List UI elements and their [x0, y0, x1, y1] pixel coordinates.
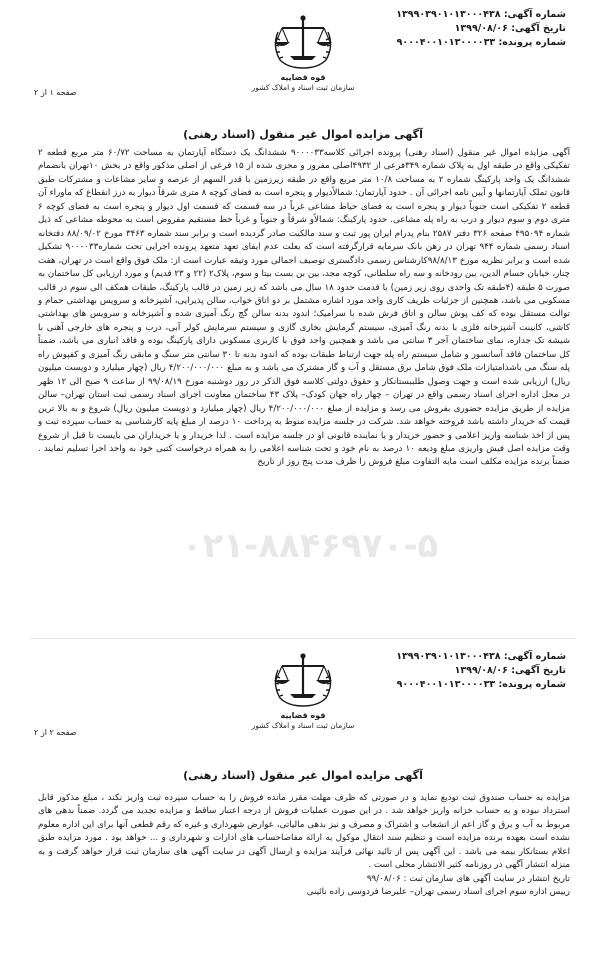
ad-number: شماره آگهی: ۱۳۹۹۰۳۹۰۱۰۱۳۰۰۰۴۳۸	[396, 9, 566, 20]
ad-date: تاریخ آگهی: ۱۳۹۹/۰۸/۰۶	[454, 665, 566, 676]
ad-body	[38, 147, 570, 470]
ad-page-2	[0, 640, 606, 978]
org-name-judiciary: قوه قضاییه	[280, 711, 326, 720]
ad-meta	[396, 8, 566, 50]
ad-body	[38, 792, 570, 900]
file-number: شماره پرونده: ۹۰۰۰۴۰۰۱۰۱۳۰۰۰۰۳۳	[396, 679, 566, 690]
ad-number: شماره آگهی: ۱۳۹۹۰۳۹۰۱۰۱۳۰۰۰۴۳۸	[396, 651, 566, 662]
page-number: صفحه ۲ از ۲	[34, 728, 77, 737]
page-divider	[30, 638, 576, 639]
file-number: شماره پرونده: ۹۰۰۰۴۰۰۱۰۱۳۰۰۰۰۳۳	[396, 37, 566, 48]
org-name-registration: سازمان ثبت اسناد و املاک کشور	[251, 721, 355, 730]
ad-meta	[396, 650, 566, 692]
judiciary-emblem	[243, 650, 363, 730]
ad-date: تاریخ آگهی: ۱۳۹۹/۰۸/۰۶	[454, 23, 566, 34]
scales-of-justice-icon	[268, 650, 338, 710]
signature-line: رییس اداره سوم اجرای اسناد رسمی تهران– علیرضا فردوسی زاده نائینی	[306, 887, 570, 898]
org-name-judiciary: قوه قضاییه	[280, 73, 326, 82]
org-name-registration: سازمان ثبت اسناد و املاک کشور	[251, 83, 355, 92]
scales-of-justice-icon	[268, 12, 338, 72]
judiciary-emblem	[243, 12, 363, 92]
phone-watermark: ۰۲۱-۸۸۴۶۹۷۰-۵	[181, 526, 439, 566]
ad-body-paragraph: آگهی مزایده اموال غیر منقول (اسناد رهنی) پرونده اجرائی کلاسه۹۰۰۰۰۳۳ ششدانگ یک دستگاه آپارتمان به مساحت ۶۰/۷۲ متر مربع قطعه ۲ تفکیکی واقع در طبقه اول به پلاک شماره ۳۴۹فرعی از ۴۹۳۲اصلی مفروز و مجزی شده از ۱۵ فرعی از اصلی مذکور واقع در بخش ۱۰تهران بانضمام ششدانگ یک واحد پارکینگ شماره ۲ به مساحت ۱۰/۸ متر مربع واقع در طبقه زیرزمین با قدر السهم از عرصه و سایر مشاعات و مشترکات طبق قانون تملک آپارتمانها و آیین نامه اجرائی آن . حدود آپارتمان: شمالاًدیوار و پنجره است به فضای کوچه ۸ متری شرقاً دیوار به درز انقطاع که ماوراء آن قطعه ۲ تفکیکی است جنوباً دیوار و پنجره است به فضای حیاط مشاعی غرباً در سه قسمت که قسمت اول دیوار و پنجره است به فضای کوچه ۶ متری دوم و سوم دیوار و درب به راه پله مشاعی. حدود پارکینگ: شمالاًو شرقاً و جنوباً و غرباً خط مستقیم مفروض است به محوطه مشاعی که ذیل شماره ۴۹۵۰۹۴ صفحه ۳۲۶ دفتر ۲۵۸۷ بنام پدرام ایران پور ثبت و سند مالکیت صادر گردیده است و برابر سند شماره ۳۴۶۳ مورخ ۸۸/۰۹/۰۲ دفتخانه اسناد رسمی شماره ۹۴۴ تهران در رهن بانک سرمایه قرارگرفته است که بعلت عدم ایفای تعهد متعهد پرونده اجرایی تحت شماره۹۰۰۰۰۳۳ تشکیل شده است و برابر نظریه مورخ ۹۸/۸/۱۳کارشناس رسمی دادگستری توصیف اجمالی مورد وثیقه عبارت است از: ملک فوق واقع است در تهران، هفت چنار، خیابان حسام الدین، بین رودخانه و سه راه سلطانی، کوچه مجد، بین بن بست بیتا و سوم، پلاک۲ (۲۲ و ۲۳ قدیم) و مورد ارزیابی کل ساختمان به صورت ۵ طبقه (۴طبقه تک واحدی روی زیر زمین) با قدمت حدود ۱۸ سال می باشد که زیر زمین در قالب پارکینگ، طبقات همکف الی سوم در قالب مسکونی می باشد، همچنین از جزئیات ظریف کاری واحد مورد اشاره مشتمل بر دو اتاق خواب، سالن پذیرایی، آشپزخانه و سرویس بهداشتی حمام و توالت مستقل بوده که کف پوش سالن و اتاق فرش شده با سرامیک؛ اندود بدنه سالن گچ رنگ آمیزی شده و آشپزخانه و سرویس های بهداشتی کاشی، کابینت آشپزخانه فلزی با بدنه رنگ آمیزی، سیستم گرمایش بخاری گازی و سیستم سرمایش کولر آبی، درب و پنجره های خارجی آهنی با شیشه تک جداره، نمای ساختمان آجر ۳ سانتی می باشد و همچنین واحد فوق با کاربری مسکونی دارای پارکینگ بوده و فاقد انباری می باشد، ضمناً کل ساختمان فاقد آسانسور و شامل سیستم راه پله جهت ارتباط طبقات بوده که اندود بدنه تا ۳۰ سانتی متر سنگ و مابقی رنگ آمیزی و کفپوش راه پله سنگ می باشدامتیازات ملک فوق شامل برق مستقل و آب و گاز مشترک می باشد و به مبلغ ۴/۲۰۰/۰۰۰/۰۰۰ ریال (چهار میلیارد و دویست میلیون ریال) ارزیابی شده است و جهت وصول طلببستانکار و حقوق دولتی کلاسه فوق الذکر در روز دوشنبه مورخ ۹۹/۰۸/۱۹ از ساعت ۹ صبح الی ۱۲ ظهر در محل اداره اجرای اسناد رسمی واقع در تهران – چهار راه جهان کودک– پلاک ۴۳ ساختمان معاونت اجرای اسناد رسمی ثبت استان تهران– سالن مزایده از طریق مزایده حضوری بفروش می رسد و مزایده از مبلغ ۴/۲۰۰/۰۰۰/۰۰۰ ریال (چهار میلیارد و دویست میلیون ریال) شروع و به بالا ترین قیمت که خریدار داشته باشد فروخته خواهد شد. شرکت در جلسه مزایده منوط به پرداخت ۱۰ درصد از مبلغ پایه کارشناسی به حساب سپرده ثبت و پس از اخذ شناسه واریز اعلامی و حضور خریدار و یا نماینده قانونی او در جلسه مزایده است . لذا خریدار و یا خریداران می بایست تا قبل از شروع وقت مزایده اصل فیش واریزی مبلغ ودیعه ۱۰ درصد به نام خود و تحت شناسه اعلامی را به همراه درخواست کتبی خود به واحد اجرا تسلیم نمایند . ضمناً برنده مزایده مکلف است مابه التفاوت مبلغ فروش را ظرف مدت پنج روز از تاریخ	[38, 148, 571, 468]
publish-date-line: تاریخ انتشار در سایت آگهی های سازمان ثبت : ۹۹/۰۸/۰۶	[366, 873, 570, 884]
ad-title: آگهی مزایده اموال غیر منقول (اسناد رهنی)	[183, 128, 423, 141]
page-number: صفحه ۱ از ۲	[34, 88, 77, 97]
ad-body-paragraph: مزایده به حساب صندوق ثبت تودیع نماید و در صورتی که ظرف مهلت مقرر مانده فروش را به حساب سپرده ثبت واریز نکند ، مبلغ مذکور قابل استرداد نبوده و به حساب خزانه واریز خواهد شد . در این صورت عملیات فروش از درجه اعتبار ساقط و مزایده تجدید می گردد. ضمناً بدهی های مربوط به آب و برق و گاز اعم از انشعاب و اشتراک و مصرف و نیز بدهی مالیاتی، عوارض شهرداری و غیره که رقم قطعی آنها برای این اداره معلوم نشده است بعهده برنده مزایده است و تنظیم سند انتقال موکول به ارائه مفاصاحساب های ادارات و شهرداری و ... خواهد بود . مورد مزایده طبق اعلام بستانکار بیمه می باشد . این آگهی پس از تائید نهائی فرآیند مزایده و ارسال آگهی در سایت آگهی های سازمان ثبت قرار خواهد گرفت و به منزله انتشار آگهی در روزنامه کثیر الانتشار محلی است .	[38, 793, 570, 871]
ad-title: آگهی مزایده اموال غیر منقول (اسناد رهنی)	[183, 769, 423, 782]
